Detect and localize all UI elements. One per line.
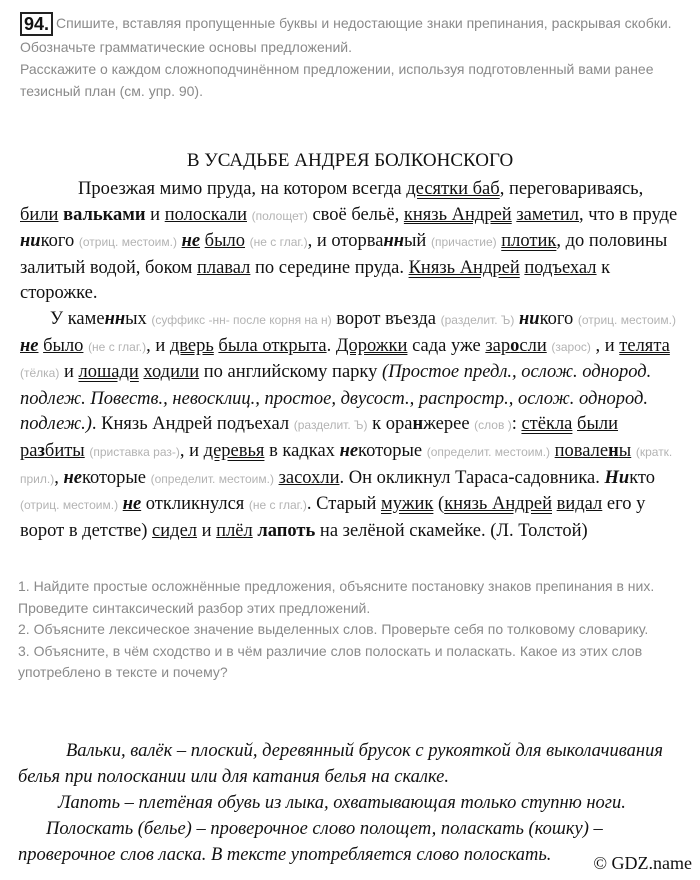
task-instructions	[20, 12, 690, 102]
paragraph-2: У каменных (суффикс -нн- после корня на н) ворот въезда (разделит. Ъ) никого (отриц. местоим.) не было (не с глаг.), и дверь была открыта. Дорожки сада уже заросли (зарос) , и телята (тёлка) и лошади ходили по английскому парку (Простое предл., ослож. однород. подлеж. Повеств., невосклиц., простое, двусост., распростр., ослож. однород. подлеж.). Князь Андрей подъехал (разделит. Ъ) к оранжерее (слов ): стёкла были разбиты (приставка раз-), и деревья в кадках некоторые (определит. местоим.) повалены (кратк. прил.), некоторые (определит. местоим.) засохли. Он окликнул Тараса-садовника. Никто (отриц. местоим.) не откликнулся (не с глаг.). Старый мужик (князь Андрей видал его у ворот в детстве) сидел и плёл лапоть на зелёной скамейке. (Л. Толстой)	[20, 308, 676, 541]
note: (тёлка)	[20, 366, 60, 381]
note: (отриц. местоим.)	[20, 498, 119, 513]
main-text	[20, 177, 685, 544]
definition-lapot: Лапоть – плетёная обувь из лыка, охватывающая только ступню ноги.	[58, 793, 626, 813]
task-line-3: Расскажите о каждом сложноподчинённом предложении, используя подготовленный вами ранее тезисный план (см. упр. 90).	[20, 61, 654, 99]
question-3: 3. Объясните, в чём сходство и в чём различие слов полоскать и поласкать. Какое из этих слов употреблено в тексте и почему?	[18, 642, 643, 680]
question-1: 1. Найдите простые осложнённые предложения, объясните постановку знаков препинания в них. Проведите синтаксический разбор этих предложений.	[18, 578, 655, 616]
note: (разделит. Ъ)	[440, 312, 515, 327]
task-line-2: Обозначьте грамматические основы предложений.	[20, 39, 353, 55]
note: (отриц. местоим.)	[577, 312, 676, 327]
definition-poloskat: Полоскать (белье) – проверочное слово полощет, поласкать (кошку) – проверочное слов ласка. В тексте употребляется слово полоскать.	[18, 819, 603, 865]
note: (не с глаг.)	[248, 498, 307, 513]
definitions-block	[18, 738, 690, 868]
note: (слов )	[474, 418, 512, 433]
note: (разделит. Ъ)	[293, 418, 368, 433]
exercise-number: 94.	[20, 12, 53, 36]
questions-block	[18, 576, 693, 684]
definition-valki: Вальки, валёк – плоский, деревянный брусок с рукояткой для выколачивания белья при полоскании или для катания белья на скалке.	[18, 741, 663, 787]
question-2: 2. Объясните лексическое значение выделенных слов. Проверьте себя по толковому словарику.	[18, 621, 649, 637]
note: (отриц. местоим.)	[78, 235, 177, 250]
note: (не с глаг.)	[88, 339, 147, 354]
note: (кратк. прил.)	[20, 444, 673, 486]
note: (причастие)	[430, 235, 497, 250]
watermark: © GDZ.name	[593, 853, 692, 873]
paragraph-1: Проезжая мимо пруда, на котором всегда десятки баб, переговариваясь, били вальками и полоскали (полощет) своё бельё, князь Андрей заметил, что в пруде никого (отриц. местоим.) не было (не с глаг.), и оторванный (причастие) плотик, до половины залитый водой, боком плавал по середине пруда. Князь Андрей подъехал к сторожке.	[20, 179, 678, 304]
note: (полощет)	[251, 208, 308, 223]
text-title: В УСАДЬБЕ АНДРЕЯ БОЛКОНСКОГО	[186, 150, 514, 171]
note: (определит. местоим.)	[426, 444, 551, 459]
task-line-1: Спишите, вставляя пропущенные буквы и недостающие знаки препинания, раскрывая скобки.	[56, 15, 672, 31]
note: (приставка раз-)	[89, 444, 180, 459]
note: (суффикс -нн- после корня на н)	[151, 312, 332, 327]
note: (определит. местоим.)	[150, 471, 274, 486]
note: (не с глаг.)	[249, 235, 308, 250]
note: (зарос)	[551, 339, 591, 354]
